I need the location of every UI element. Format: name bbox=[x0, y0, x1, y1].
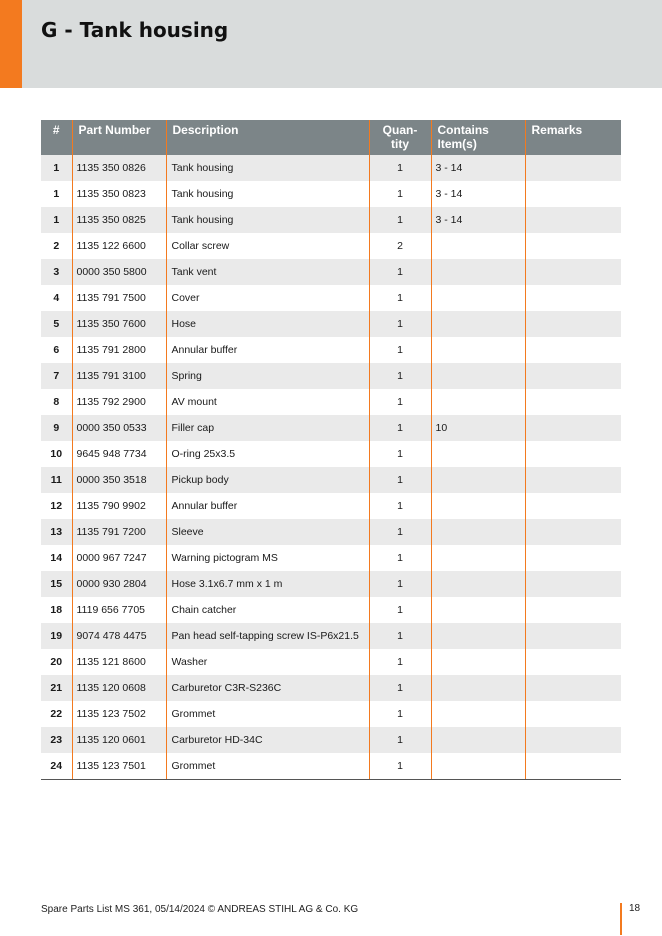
cell-contains-items bbox=[431, 623, 525, 649]
cell-contains-items bbox=[431, 467, 525, 493]
cell-remarks bbox=[525, 337, 621, 363]
cell-quantity: 1 bbox=[369, 467, 431, 493]
cell-contains-items: 3 - 14 bbox=[431, 155, 525, 181]
table-row bbox=[41, 467, 621, 493]
cell-contains-items bbox=[431, 337, 525, 363]
cell-part-number: 1135 350 7600 bbox=[72, 311, 166, 337]
cell-quantity: 1 bbox=[369, 753, 431, 779]
parts-table-body bbox=[41, 155, 621, 779]
cell-part-number: 0000 350 5800 bbox=[72, 259, 166, 285]
table-row bbox=[41, 363, 621, 389]
cell-remarks bbox=[525, 181, 621, 207]
cell-quantity: 1 bbox=[369, 311, 431, 337]
cell-row-number: 13 bbox=[41, 519, 72, 545]
cell-row-number: 5 bbox=[41, 311, 72, 337]
cell-remarks bbox=[525, 753, 621, 779]
cell-contains-items bbox=[431, 597, 525, 623]
cell-quantity: 2 bbox=[369, 233, 431, 259]
cell-contains-items bbox=[431, 493, 525, 519]
cell-contains-items bbox=[431, 441, 525, 467]
header-accent-bar bbox=[0, 0, 22, 88]
cell-part-number: 1135 791 7200 bbox=[72, 519, 166, 545]
cell-quantity: 1 bbox=[369, 389, 431, 415]
col-header-contains-items bbox=[431, 120, 525, 155]
cell-description: Sleeve bbox=[166, 519, 369, 545]
cell-part-number: 0000 350 0533 bbox=[72, 415, 166, 441]
cell-remarks bbox=[525, 311, 621, 337]
cell-row-number: 1 bbox=[41, 181, 72, 207]
footer-copyright: Spare Parts List MS 361, 05/14/2024 © ANDREAS STIHL AG & Co. KG bbox=[41, 904, 359, 915]
col-header-contains-line1: Contains bbox=[437, 123, 489, 137]
cell-description: Spring bbox=[166, 363, 369, 389]
cell-description: Grommet bbox=[166, 753, 369, 779]
table-row bbox=[41, 389, 621, 415]
cell-quantity: 1 bbox=[369, 727, 431, 753]
cell-part-number: 0000 930 2804 bbox=[72, 571, 166, 597]
col-header-number: # bbox=[41, 120, 72, 155]
cell-row-number: 2 bbox=[41, 233, 72, 259]
cell-quantity: 1 bbox=[369, 675, 431, 701]
cell-quantity: 1 bbox=[369, 259, 431, 285]
cell-quantity: 1 bbox=[369, 181, 431, 207]
cell-row-number: 14 bbox=[41, 545, 72, 571]
cell-description: Hose bbox=[166, 311, 369, 337]
table-row bbox=[41, 337, 621, 363]
cell-quantity: 1 bbox=[369, 519, 431, 545]
cell-row-number: 1 bbox=[41, 155, 72, 181]
cell-remarks bbox=[525, 545, 621, 571]
cell-contains-items bbox=[431, 233, 525, 259]
cell-description: Hose 3.1x6.7 mm x 1 m bbox=[166, 571, 369, 597]
cell-contains-items bbox=[431, 545, 525, 571]
col-header-description: Description bbox=[166, 120, 369, 155]
cell-remarks bbox=[525, 415, 621, 441]
cell-remarks bbox=[525, 155, 621, 181]
cell-part-number: 1135 791 2800 bbox=[72, 337, 166, 363]
cell-part-number: 1135 791 3100 bbox=[72, 363, 166, 389]
table-row bbox=[41, 571, 621, 597]
cell-row-number: 19 bbox=[41, 623, 72, 649]
cell-remarks bbox=[525, 389, 621, 415]
table-row bbox=[41, 493, 621, 519]
cell-quantity: 1 bbox=[369, 701, 431, 727]
cell-row-number: 10 bbox=[41, 441, 72, 467]
cell-row-number: 12 bbox=[41, 493, 72, 519]
cell-quantity: 1 bbox=[369, 545, 431, 571]
cell-contains-items bbox=[431, 649, 525, 675]
cell-description: Tank vent bbox=[166, 259, 369, 285]
cell-part-number: 1135 123 7502 bbox=[72, 701, 166, 727]
cell-part-number: 1135 791 7500 bbox=[72, 285, 166, 311]
cell-remarks bbox=[525, 493, 621, 519]
cell-part-number: 9074 478 4475 bbox=[72, 623, 166, 649]
cell-contains-items bbox=[431, 727, 525, 753]
cell-part-number: 1135 792 2900 bbox=[72, 389, 166, 415]
cell-remarks bbox=[525, 701, 621, 727]
cell-remarks bbox=[525, 233, 621, 259]
cell-quantity: 1 bbox=[369, 285, 431, 311]
cell-row-number: 24 bbox=[41, 753, 72, 779]
cell-contains-items bbox=[431, 389, 525, 415]
table-row bbox=[41, 519, 621, 545]
table-row bbox=[41, 233, 621, 259]
cell-part-number: 1135 120 0601 bbox=[72, 727, 166, 753]
table-row bbox=[41, 623, 621, 649]
cell-description: Filler cap bbox=[166, 415, 369, 441]
table-row bbox=[41, 181, 621, 207]
cell-row-number: 22 bbox=[41, 701, 72, 727]
page-number: 18 bbox=[629, 903, 641, 914]
cell-contains-items bbox=[431, 701, 525, 727]
cell-description: Tank housing bbox=[166, 181, 369, 207]
cell-contains-items bbox=[431, 311, 525, 337]
table-row bbox=[41, 207, 621, 233]
cell-quantity: 1 bbox=[369, 571, 431, 597]
table-row bbox=[41, 259, 621, 285]
cell-part-number: 9645 948 7734 bbox=[72, 441, 166, 467]
cell-remarks bbox=[525, 727, 621, 753]
cell-quantity: 1 bbox=[369, 337, 431, 363]
col-header-quantity-line1: Quan- bbox=[382, 123, 418, 137]
col-header-quantity-line2: tity bbox=[391, 137, 409, 151]
cell-remarks bbox=[525, 519, 621, 545]
cell-part-number: 1135 121 8600 bbox=[72, 649, 166, 675]
cell-part-number: 1135 120 0608 bbox=[72, 675, 166, 701]
cell-row-number: 6 bbox=[41, 337, 72, 363]
table-row bbox=[41, 155, 621, 181]
cell-contains-items bbox=[431, 571, 525, 597]
cell-description: Chain catcher bbox=[166, 597, 369, 623]
parts-table bbox=[41, 120, 621, 780]
cell-row-number: 9 bbox=[41, 415, 72, 441]
cell-row-number: 7 bbox=[41, 363, 72, 389]
cell-row-number: 1 bbox=[41, 207, 72, 233]
cell-quantity: 1 bbox=[369, 415, 431, 441]
cell-contains-items bbox=[431, 285, 525, 311]
cell-contains-items bbox=[431, 675, 525, 701]
cell-quantity: 1 bbox=[369, 441, 431, 467]
cell-remarks bbox=[525, 623, 621, 649]
page-title: G - Tank housing bbox=[41, 18, 229, 42]
cell-description: Cover bbox=[166, 285, 369, 311]
cell-row-number: 3 bbox=[41, 259, 72, 285]
cell-contains-items bbox=[431, 519, 525, 545]
cell-part-number: 1135 350 0826 bbox=[72, 155, 166, 181]
cell-contains-items: 3 - 14 bbox=[431, 181, 525, 207]
cell-description: Grommet bbox=[166, 701, 369, 727]
cell-row-number: 20 bbox=[41, 649, 72, 675]
cell-quantity: 1 bbox=[369, 493, 431, 519]
cell-quantity: 1 bbox=[369, 623, 431, 649]
table-row bbox=[41, 415, 621, 441]
cell-description: Annular buffer bbox=[166, 493, 369, 519]
cell-quantity: 1 bbox=[369, 363, 431, 389]
cell-remarks bbox=[525, 467, 621, 493]
cell-quantity: 1 bbox=[369, 649, 431, 675]
table-header-row bbox=[41, 120, 621, 155]
cell-remarks bbox=[525, 675, 621, 701]
cell-remarks bbox=[525, 207, 621, 233]
table-row bbox=[41, 727, 621, 753]
col-header-part-number: Part Number bbox=[72, 120, 166, 155]
cell-row-number: 8 bbox=[41, 389, 72, 415]
table-row bbox=[41, 649, 621, 675]
cell-part-number: 1135 123 7501 bbox=[72, 753, 166, 779]
cell-part-number: 1135 350 0823 bbox=[72, 181, 166, 207]
cell-row-number: 18 bbox=[41, 597, 72, 623]
cell-contains-items: 10 bbox=[431, 415, 525, 441]
cell-contains-items: 3 - 14 bbox=[431, 207, 525, 233]
table-row bbox=[41, 753, 621, 779]
cell-remarks bbox=[525, 363, 621, 389]
cell-description: Warning pictogram MS bbox=[166, 545, 369, 571]
col-header-contains-line2: Item(s) bbox=[437, 137, 477, 151]
cell-description: Pan head self-tapping screw IS-P6x21.5 bbox=[166, 623, 369, 649]
footer-accent-bar bbox=[620, 903, 622, 935]
table-row bbox=[41, 285, 621, 311]
cell-remarks bbox=[525, 259, 621, 285]
cell-row-number: 15 bbox=[41, 571, 72, 597]
table-row bbox=[41, 701, 621, 727]
cell-description: Annular buffer bbox=[166, 337, 369, 363]
cell-remarks bbox=[525, 597, 621, 623]
table-row bbox=[41, 597, 621, 623]
cell-part-number: 0000 967 7247 bbox=[72, 545, 166, 571]
cell-description: Pickup body bbox=[166, 467, 369, 493]
cell-remarks bbox=[525, 285, 621, 311]
cell-quantity: 1 bbox=[369, 597, 431, 623]
cell-part-number: 1135 122 6600 bbox=[72, 233, 166, 259]
cell-part-number: 1135 790 9902 bbox=[72, 493, 166, 519]
cell-description: Collar screw bbox=[166, 233, 369, 259]
cell-contains-items bbox=[431, 363, 525, 389]
cell-part-number: 1135 350 0825 bbox=[72, 207, 166, 233]
cell-row-number: 21 bbox=[41, 675, 72, 701]
cell-part-number: 1119 656 7705 bbox=[72, 597, 166, 623]
header-band bbox=[0, 0, 662, 88]
cell-description: Carburetor HD-34C bbox=[166, 727, 369, 753]
cell-quantity: 1 bbox=[369, 155, 431, 181]
table-row bbox=[41, 675, 621, 701]
cell-description: Washer bbox=[166, 649, 369, 675]
cell-row-number: 11 bbox=[41, 467, 72, 493]
cell-remarks bbox=[525, 441, 621, 467]
cell-part-number: 0000 350 3518 bbox=[72, 467, 166, 493]
cell-description: Tank housing bbox=[166, 207, 369, 233]
cell-contains-items bbox=[431, 753, 525, 779]
col-header-quantity bbox=[369, 120, 431, 155]
cell-description: Carburetor C3R-S236C bbox=[166, 675, 369, 701]
table-row bbox=[41, 311, 621, 337]
table-row bbox=[41, 441, 621, 467]
cell-row-number: 23 bbox=[41, 727, 72, 753]
cell-description: AV mount bbox=[166, 389, 369, 415]
cell-description: O-ring 25x3.5 bbox=[166, 441, 369, 467]
table-row bbox=[41, 545, 621, 571]
cell-quantity: 1 bbox=[369, 207, 431, 233]
cell-remarks bbox=[525, 649, 621, 675]
cell-row-number: 4 bbox=[41, 285, 72, 311]
cell-contains-items bbox=[431, 259, 525, 285]
cell-remarks bbox=[525, 571, 621, 597]
col-header-remarks: Remarks bbox=[525, 120, 621, 155]
cell-description: Tank housing bbox=[166, 155, 369, 181]
